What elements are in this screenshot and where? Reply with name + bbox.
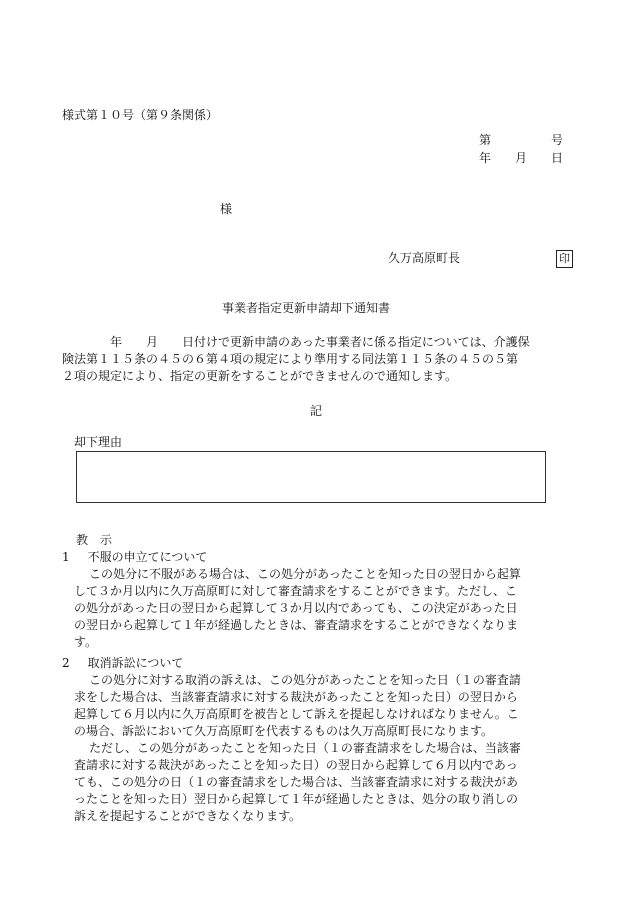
section-heading <box>62 655 521 672</box>
section-line: ても、この処分の日（１の審査請求をした場合は、当該審査請求に対する裁決があ <box>74 775 519 789</box>
body-line: ２項の規定により、指定の更新をすることができませんので通知します。 <box>62 369 458 383</box>
document-title: 事業者指定更新申請却下通知書 <box>222 301 391 315</box>
notice-heading: 教 示 <box>76 533 113 547</box>
ki-mark: 記 <box>310 404 323 418</box>
section-line: す。 <box>74 635 98 649</box>
issue-date: 年 月 日 <box>479 151 564 165</box>
section-number: 1 <box>62 550 70 564</box>
reason-box <box>76 451 546 503</box>
seal-mark: 印 <box>556 250 573 268</box>
notice-section-1 <box>62 549 521 651</box>
section-line: 査請求に対する裁決があったことを知った日）の翌日から起算して６月以内であっ <box>74 758 518 772</box>
section-line: ったことを知った日）翌日から起算して１年が経過したときは、処分の取り消しの <box>74 792 519 806</box>
section-line: して３か月以内に久万高原町に対して審査請求をすることができます。ただし、こ <box>74 584 518 598</box>
notice-section-2 <box>62 655 521 825</box>
section-title: 取消訴訟について <box>87 656 184 670</box>
issuer-name: 久万高原町長 <box>388 251 461 265</box>
document-number: 第 号 <box>479 133 564 147</box>
section-line: の場合、訴訟において久万高原町を代表するものは久万高原町長になります。 <box>74 724 494 738</box>
section-number: 2 <box>62 656 70 670</box>
section-line: この処分に対する取消の訴えは、この処分があったことを知った日（１の審査請 <box>89 673 521 687</box>
section-line: 起算して６月以内に久万高原町を被告として訴えを提起しなければなりません。こ <box>74 707 519 721</box>
section-line: この処分に不服がある場合は、この処分があったことを知った日の翌日から起算 <box>89 567 521 581</box>
body-paragraph <box>62 334 530 385</box>
section-line: 求をした場合は、当該審査請求に対する裁決があったことを知った日）の翌日から <box>74 690 518 704</box>
addressee-suffix: 様 <box>220 202 233 216</box>
section-line: の処分があった日の翌日から起算して３か月以内であっても、この決定があった日 <box>74 601 518 615</box>
reason-label: 却下理由 <box>74 435 123 449</box>
section-line: ただし、この処分があったことを知った日（１の審査請求をした場合は、当該審 <box>89 741 521 755</box>
body-line: 険法第１１５条の４５の６第４項の規定により準用する同法第１１５条の４５の５第 <box>62 352 519 366</box>
body-line: 年 月 日付けで更新申請のあった事業者に係る指定については、介護保 <box>86 335 530 349</box>
section-line: 訴えを提起することができなくなります。 <box>74 809 302 823</box>
section-title: 不服の申立てについて <box>87 550 208 564</box>
form-label: 様式第１０号（第９条関係） <box>62 108 219 122</box>
section-heading <box>62 549 521 566</box>
section-line: の翌日から起算して１年が経過したときは、審査請求をすることができなくなりま <box>74 618 519 632</box>
